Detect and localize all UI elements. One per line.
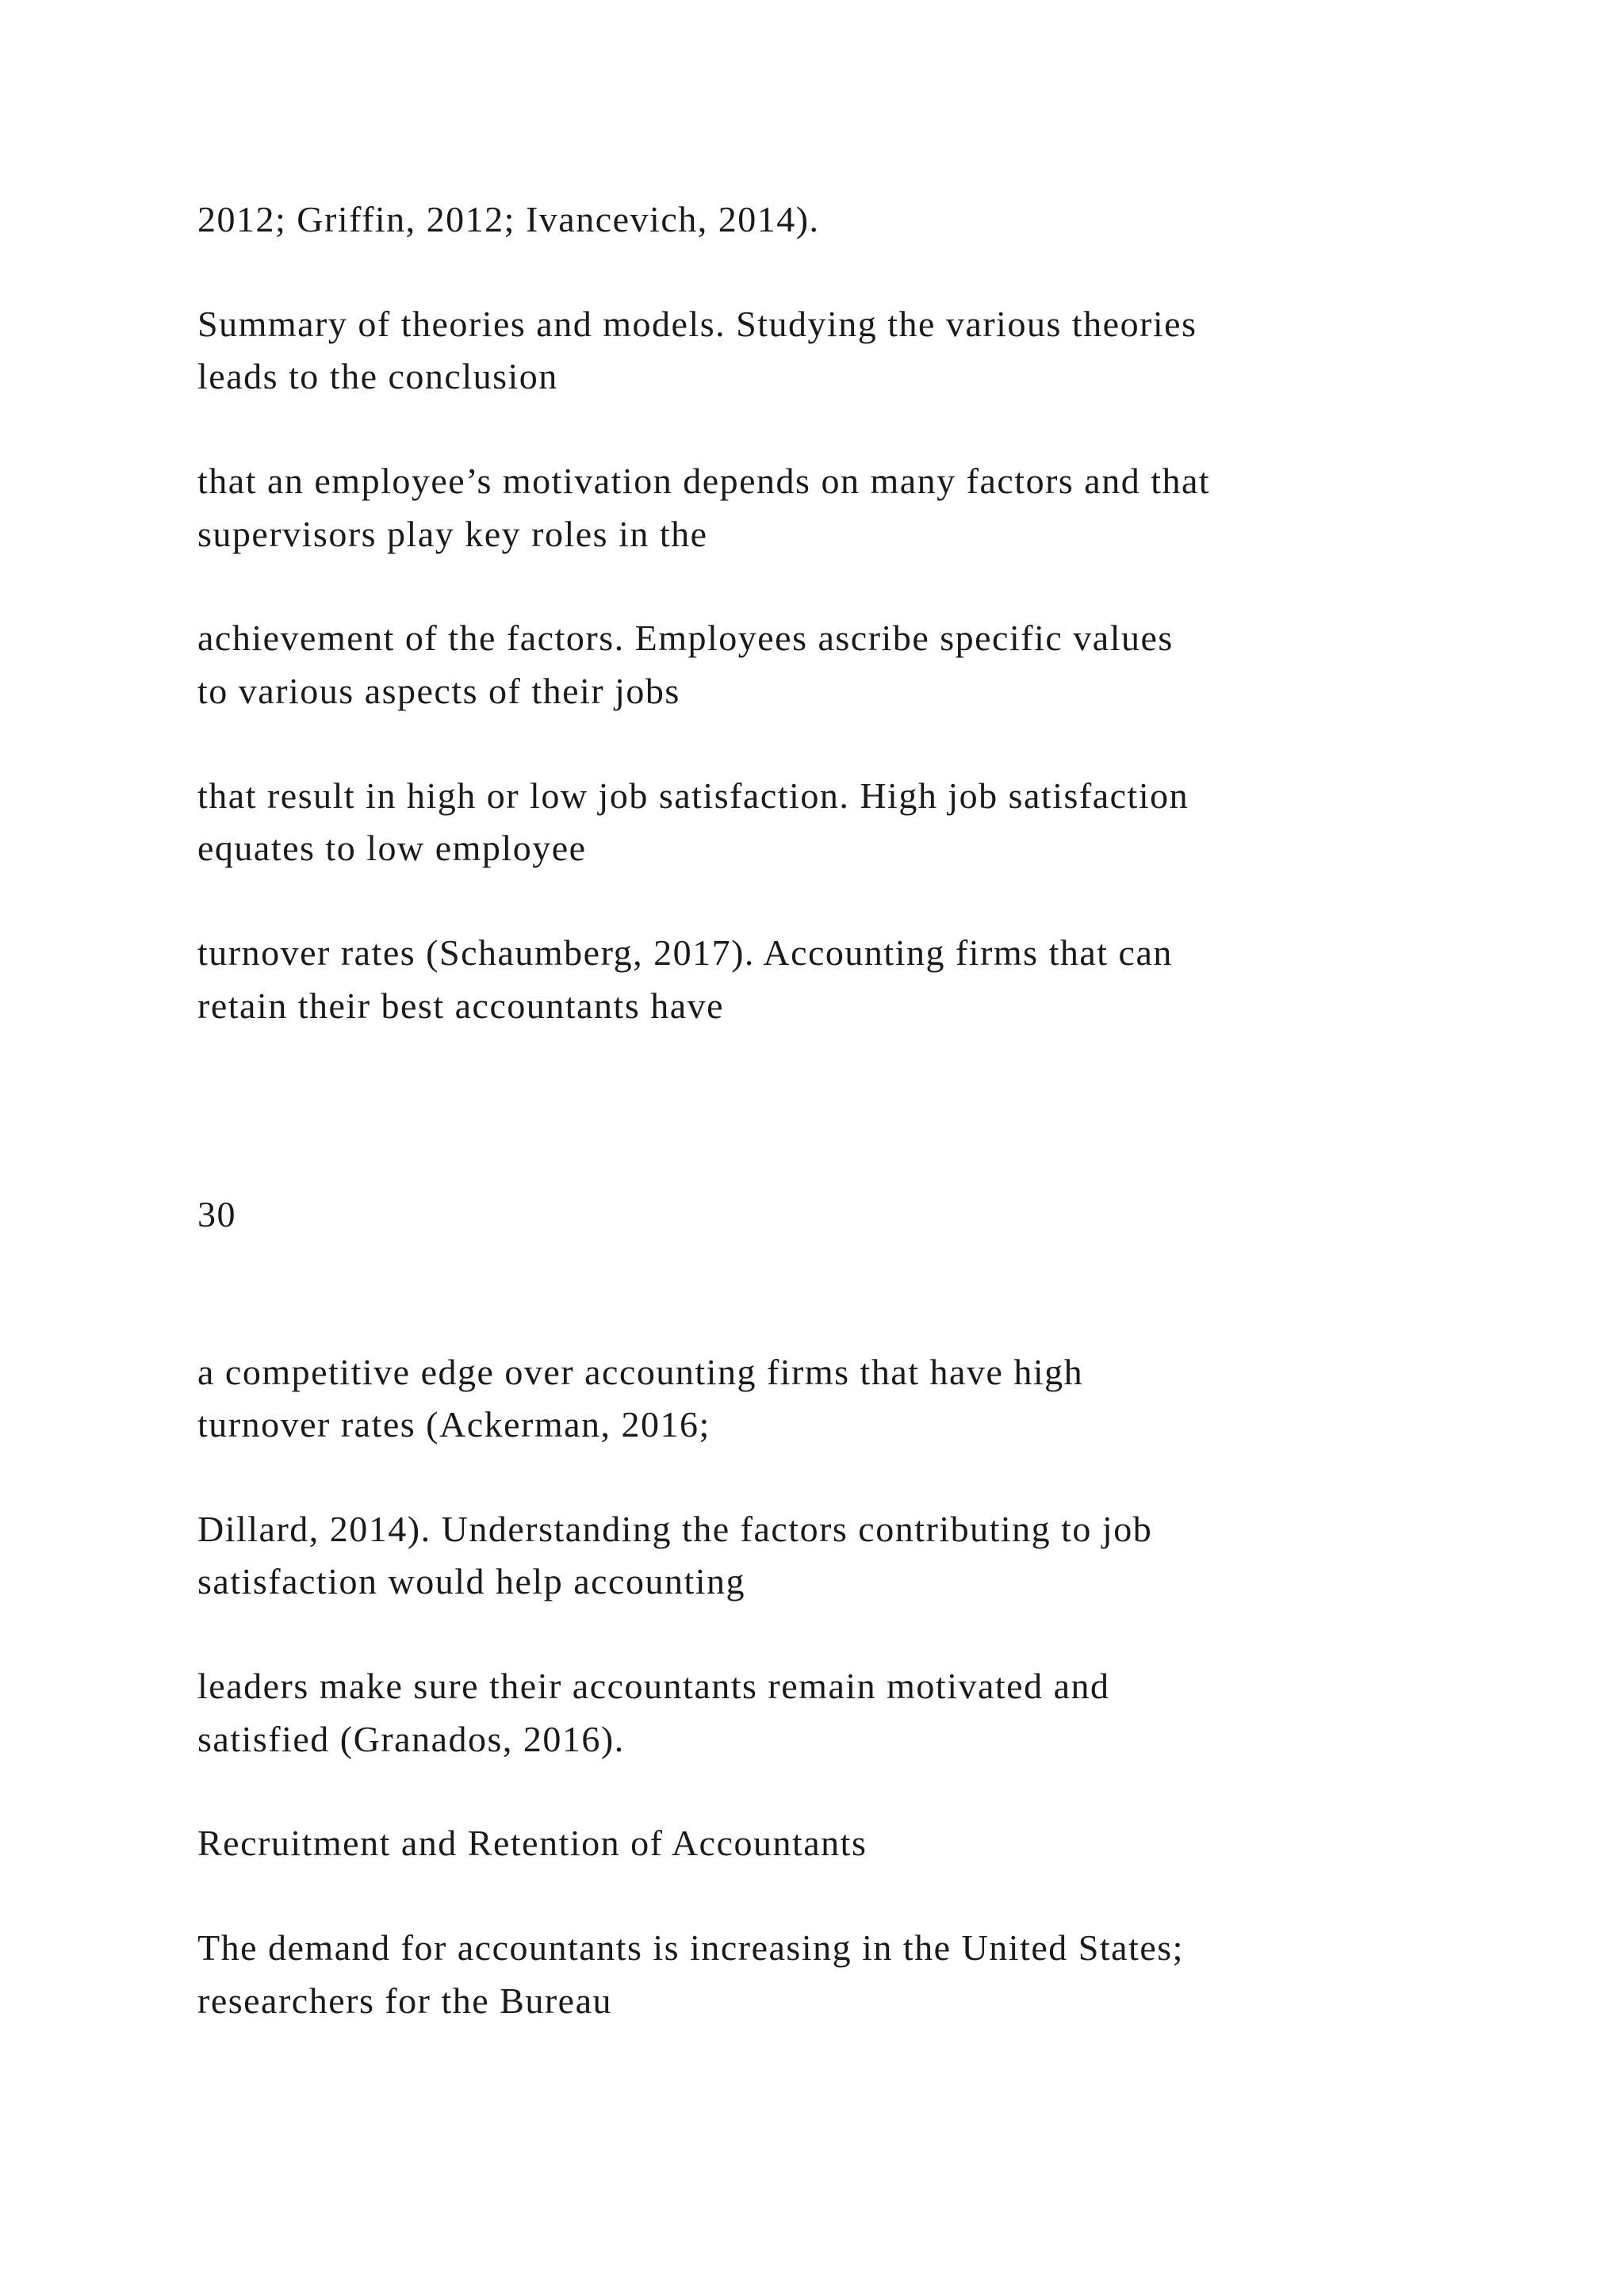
text-line: equates to low employee [197, 828, 587, 868]
text-line: researchers for the Bureau [197, 1980, 613, 2021]
text-line: satisfied (Granados, 2016). [197, 1719, 625, 1759]
text-line: a competitive edge over accounting firms that have high [197, 1352, 1084, 1392]
text-line: to various aspects of their jobs [197, 671, 680, 711]
text-line: The demand for accountants is increasing in the United States; [197, 1927, 1184, 1968]
text-line: that an employee’s motivation depends on many factors and that [197, 461, 1211, 501]
page-number: 30 [197, 1194, 236, 1234]
text-line: turnover rates (Schaumberg, 2017). Accounting firms that can [197, 932, 1173, 973]
section-heading: Recruitment and Retention of Accountants [197, 1823, 868, 1863]
text-line: Summary of theories and models. Studying the various theories [197, 304, 1197, 344]
text-line: that result in high or low job satisfaction. High job satisfaction [197, 775, 1189, 816]
text-line: supervisors play key roles in the [197, 514, 708, 554]
text-line: satisfaction would help accounting [197, 1561, 746, 1601]
text-line: leaders make sure their accountants remain motivated and [197, 1666, 1110, 1706]
text-line: retain their best accountants have [197, 985, 725, 1026]
text-line: achievement of the factors. Employees ascribe specific values [197, 618, 1174, 658]
text-line: Dillard, 2014). Understanding the factors contributing to job [197, 1509, 1153, 1549]
text-line: leads to the conclusion [197, 356, 558, 396]
text-line: 2012; Griffin, 2012; Ivancevich, 2014). [197, 199, 820, 239]
text-line: turnover rates (Ackerman, 2016; [197, 1404, 710, 1445]
